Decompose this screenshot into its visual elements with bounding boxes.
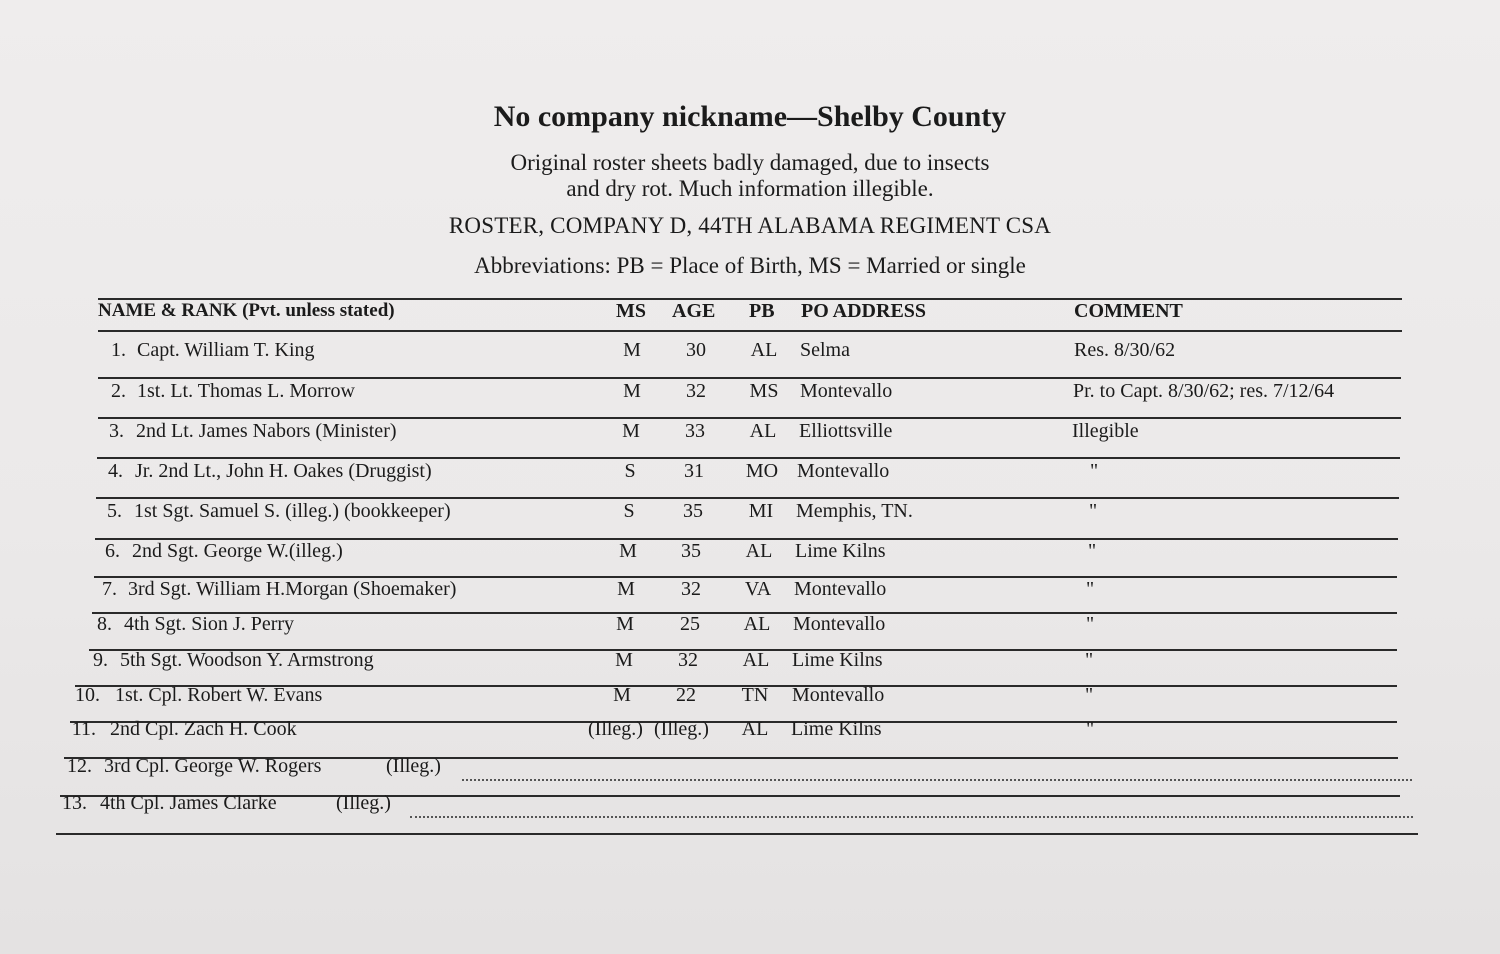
- row-name: 5th Sgt. Woodson Y. Armstrong: [120, 649, 374, 671]
- row-pb: AL: [750, 339, 778, 361]
- row-address: Montevallo: [794, 578, 887, 600]
- row-ms: M: [619, 540, 637, 562]
- row-name: 1st. Lt. Thomas L. Morrow: [137, 380, 355, 402]
- dotted-leader: [410, 816, 1413, 818]
- row-ms: S: [624, 460, 636, 482]
- table-row: [0, 380, 1500, 414]
- row-number: 11.: [71, 718, 96, 740]
- row-address: Lime Kilns: [795, 540, 886, 562]
- row-name: 1st. Cpl. Robert W. Evans: [115, 684, 323, 706]
- table-row: [0, 718, 1500, 752]
- row-name: 2nd Sgt. George W.(illeg.): [132, 540, 343, 562]
- row-comment: Pr. to Capt. 8/30/62; res. 7/12/64: [1073, 380, 1335, 402]
- row-ms: (Illeg.): [588, 718, 643, 740]
- col-header-comment: COMMENT: [1074, 300, 1183, 322]
- row-ms: M: [613, 684, 631, 706]
- col-header-age: AGE: [672, 300, 716, 322]
- row-name: 2nd Lt. James Nabors (Minister): [136, 420, 397, 442]
- row-age: 32: [686, 380, 706, 402]
- col-header-address: PO ADDRESS: [801, 300, 927, 322]
- row-comment: ": [1089, 500, 1098, 522]
- row-address: Montevallo: [792, 684, 885, 706]
- row-name: Capt. William T. King: [137, 339, 315, 361]
- row-address: Montevallo: [800, 380, 893, 402]
- row-address: Lime Kilns: [791, 718, 882, 740]
- row-age: 32: [678, 649, 698, 671]
- row-name: 4th Cpl. James Clarke: [100, 792, 277, 814]
- row-number: 3.: [109, 420, 124, 442]
- row-comment: Res. 8/30/62: [1074, 339, 1176, 361]
- row-number: 7.: [102, 578, 117, 600]
- row-address: Montevallo: [793, 613, 886, 635]
- dotted-leader: [462, 779, 1412, 781]
- row-pb: TN: [741, 684, 769, 706]
- col-header-pb: PB: [749, 300, 775, 322]
- abbreviations-line: Abbreviations: PB = Place of Birth, MS = Married or single: [474, 253, 1026, 278]
- table-row: [0, 684, 1500, 718]
- row-ms: M: [623, 339, 641, 361]
- row-rule: [96, 497, 1399, 499]
- table-row: [0, 420, 1500, 454]
- row-pb: MI: [748, 500, 774, 522]
- row-pb: AL: [742, 649, 770, 671]
- row-number: 10.: [75, 684, 100, 706]
- table-row: [0, 578, 1500, 612]
- roster-title: ROSTER, COMPANY D, 44TH ALABAMA REGIMENT CSA: [448, 213, 1052, 238]
- row-number: 5.: [107, 500, 122, 522]
- row-address: Lime Kilns: [792, 649, 883, 671]
- table-row: [0, 613, 1500, 647]
- row-age: 35: [683, 500, 703, 522]
- row-age: 25: [680, 613, 700, 635]
- row-pb: MO: [745, 460, 779, 482]
- row-pb: MS: [749, 380, 779, 402]
- row-comment: ": [1088, 540, 1097, 562]
- row-number: 2.: [111, 380, 126, 402]
- row-address: Selma: [800, 339, 850, 361]
- row-comment: ": [1085, 684, 1094, 706]
- table-row: [0, 755, 1500, 789]
- row-name: 4th Sgt. Sion J. Perry: [124, 613, 295, 635]
- row-age: 33: [685, 420, 705, 442]
- row-age: 30: [686, 339, 706, 361]
- row-comment: ": [1085, 649, 1094, 671]
- row-number: 12.: [67, 755, 92, 777]
- row-name: 3rd Cpl. George W. Rogers: [104, 755, 322, 777]
- row-comment: Illegible: [1072, 420, 1139, 442]
- row-number: 1.: [111, 339, 126, 361]
- row-ms: S: [623, 500, 635, 522]
- row-pb: AL: [745, 540, 773, 562]
- note-line-2: and dry rot. Much information illegible.: [566, 176, 934, 201]
- row-rule: [98, 377, 1401, 379]
- row-pb: VA: [744, 578, 772, 600]
- col-header-name: NAME & RANK (Pvt. unless stated): [98, 300, 395, 321]
- table-row: [0, 339, 1500, 373]
- row-comment: ": [1086, 578, 1095, 600]
- row-ms: M: [616, 613, 634, 635]
- row-number: 8.: [97, 613, 112, 635]
- row-ms: M: [617, 578, 635, 600]
- row-status: (Illeg.): [386, 755, 441, 777]
- row-age: 22: [676, 684, 696, 706]
- row-name: 1st Sgt. Samuel S. (illeg.) (bookkeeper): [134, 500, 451, 522]
- row-number: 4.: [108, 460, 123, 482]
- table-row: [0, 792, 1500, 826]
- table-row: [0, 649, 1500, 683]
- row-number: 13.: [62, 792, 87, 814]
- row-age: (Illeg.): [654, 718, 709, 740]
- row-comment: ": [1086, 718, 1095, 740]
- row-age: 31: [684, 460, 704, 482]
- row-name: 2nd Cpl. Zach H. Cook: [110, 718, 297, 740]
- row-name: 3rd Sgt. William H.Morgan (Shoemaker): [128, 578, 457, 600]
- table-row: [0, 460, 1500, 494]
- row-age: 32: [681, 578, 701, 600]
- row-number: 6.: [105, 540, 120, 562]
- row-address: Montevallo: [797, 460, 890, 482]
- row-pb: AL: [741, 718, 769, 740]
- row-ms: M: [615, 649, 633, 671]
- page-title: No company nickname—Shelby County: [493, 100, 1007, 133]
- row-rule: [97, 457, 1400, 459]
- row-rule: [56, 833, 1418, 835]
- row-status: (Illeg.): [336, 792, 391, 814]
- table-row: [0, 540, 1500, 574]
- row-pb: AL: [749, 420, 777, 442]
- row-pb: AL: [743, 613, 771, 635]
- row-comment: ": [1090, 460, 1099, 482]
- table-row: [0, 500, 1500, 534]
- row-address: Memphis, TN.: [796, 500, 913, 522]
- note-line-1: Original roster sheets badly damaged, due to insects: [510, 150, 990, 175]
- row-number: 9.: [93, 649, 108, 671]
- row-age: 35: [681, 540, 701, 562]
- row-address: Elliottsville: [799, 420, 893, 442]
- row-rule: [98, 417, 1401, 419]
- row-name: Jr. 2nd Lt., John H. Oakes (Druggist): [135, 460, 432, 482]
- header-bottom-rule: [98, 330, 1402, 332]
- row-ms: M: [623, 380, 641, 402]
- col-header-ms: MS: [616, 300, 646, 322]
- row-ms: M: [622, 420, 640, 442]
- row-comment: ": [1086, 613, 1095, 635]
